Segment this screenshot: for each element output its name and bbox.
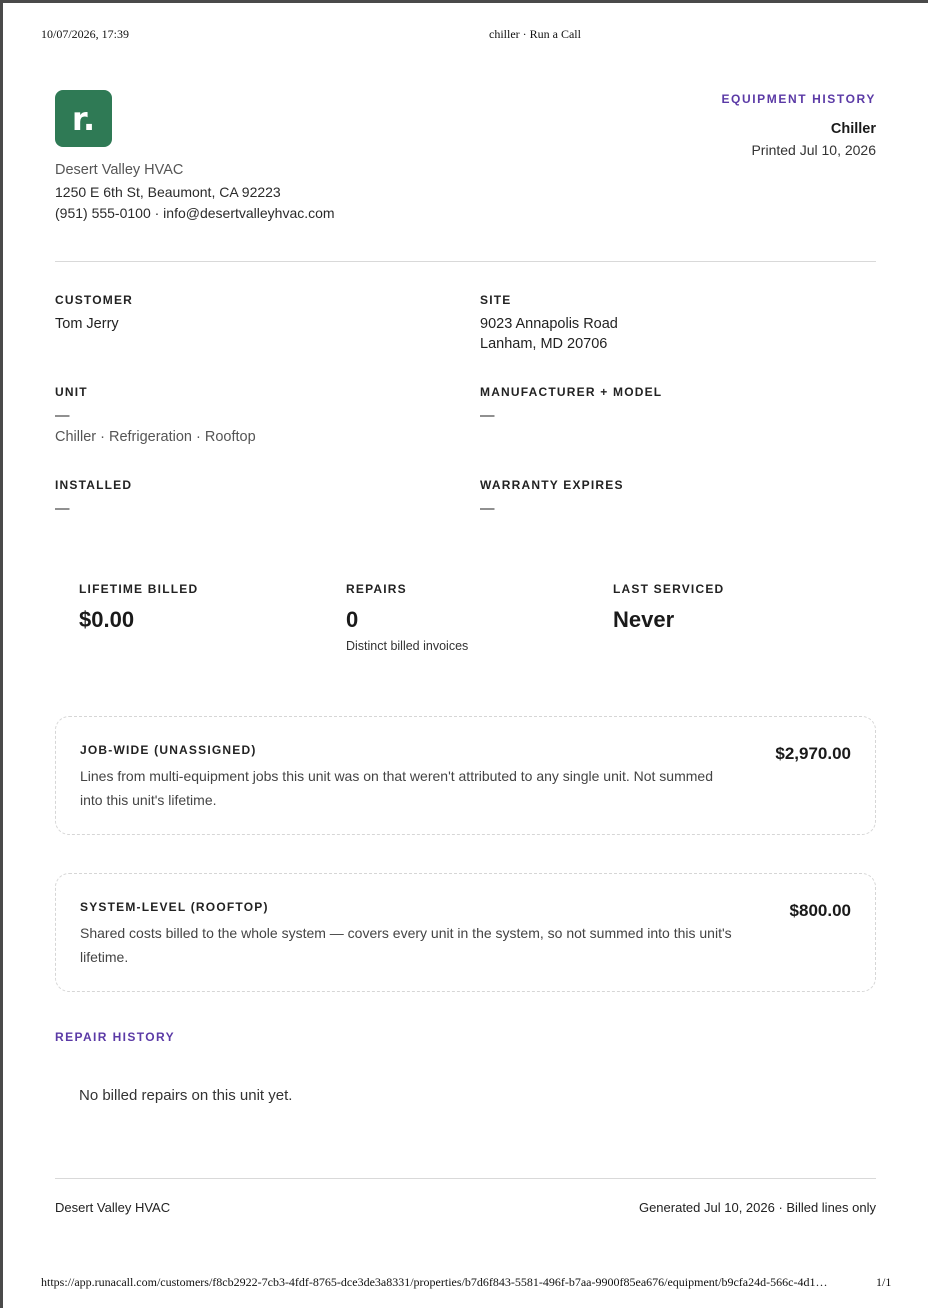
warranty-value: —	[480, 501, 495, 517]
footer-company: Desert Valley HVAC	[55, 1200, 171, 1215]
repair-history-title: REPAIR HISTORY	[55, 1030, 176, 1044]
installed-label: INSTALLED	[55, 478, 133, 492]
unit-description: Chiller · Refrigeration · Rooftop	[55, 429, 256, 445]
system-level-card	[55, 873, 876, 992]
unit-value: —	[55, 408, 70, 424]
last-serviced-value: Never	[613, 607, 675, 632]
print-footer-page-number: 1/1	[876, 1275, 892, 1289]
lifetime-billed-label: LIFETIME BILLED	[79, 582, 199, 596]
header-divider	[55, 261, 876, 262]
repairs-note: Distinct billed invoices	[346, 639, 469, 653]
model-value: —	[480, 408, 495, 424]
warranty-label: WARRANTY EXPIRES	[480, 478, 624, 492]
print-footer-url[interactable]: https://app.runacall.com/customers/f8cb2922-7cb3-4fdf-8765-dce3de3a8331/properties/b7d6f843-5581-496f-b7aa-9900f85ea676/equipment/b9cfa24d-566c-4d1…	[41, 1275, 828, 1289]
print-header-title: chiller · Run a Call	[489, 27, 581, 41]
document-kind: EQUIPMENT HISTORY	[721, 92, 876, 106]
last-serviced-label: LAST SERVICED	[613, 582, 725, 596]
job-wide-description: Lines from multi-equipment jobs this unit was on that weren't attributed to any single unit. Not summed into this unit's lifetime.	[80, 768, 713, 808]
document-printed-date: Printed Jul 10, 2026	[751, 142, 876, 158]
company-address: 1250 E 6th St, Beaumont, CA 92223	[55, 184, 281, 200]
system-level-amount: $800.00	[789, 901, 851, 920]
company-logo: r.	[55, 90, 112, 147]
job-wide-title: JOB-WIDE (UNASSIGNED)	[80, 743, 257, 757]
repair-history-empty-message: No billed repairs on this unit yet.	[79, 1087, 293, 1104]
print-header-datetime: 10/07/2026, 17:39	[41, 27, 130, 41]
job-wide-card	[55, 716, 876, 835]
job-wide-amount: $2,970.00	[775, 744, 851, 763]
installed-value: —	[55, 501, 70, 517]
customer-label: CUSTOMER	[55, 293, 134, 307]
repairs-value: 0	[346, 607, 359, 632]
site-address-line1: 9023 Annapolis Road	[480, 316, 618, 332]
company-name: Desert Valley HVAC	[55, 162, 184, 178]
system-level-description: Shared costs billed to the whole system — covers every unit in the system, so not summed into this unit's lifetime.	[80, 925, 732, 965]
footer-divider	[55, 1178, 876, 1179]
lifetime-billed-value: $0.00	[79, 607, 135, 632]
system-level-title: SYSTEM-LEVEL (ROOFTOP)	[80, 900, 269, 914]
footer-generated: Generated Jul 10, 2026 · Billed lines only	[638, 1200, 876, 1215]
customer-name: Tom Jerry	[55, 316, 119, 332]
unit-label: UNIT	[55, 385, 88, 399]
repairs-label: REPAIRS	[346, 582, 407, 596]
site-address-line2: Lanham, MD 20706	[480, 336, 608, 352]
model-label: MANUFACTURER + MODEL	[480, 385, 663, 399]
site-label: SITE	[480, 293, 512, 307]
document-unit-name: Chiller	[830, 121, 876, 137]
company-contact: (951) 555-0100 · info@desertvalleyhvac.com	[55, 205, 335, 221]
